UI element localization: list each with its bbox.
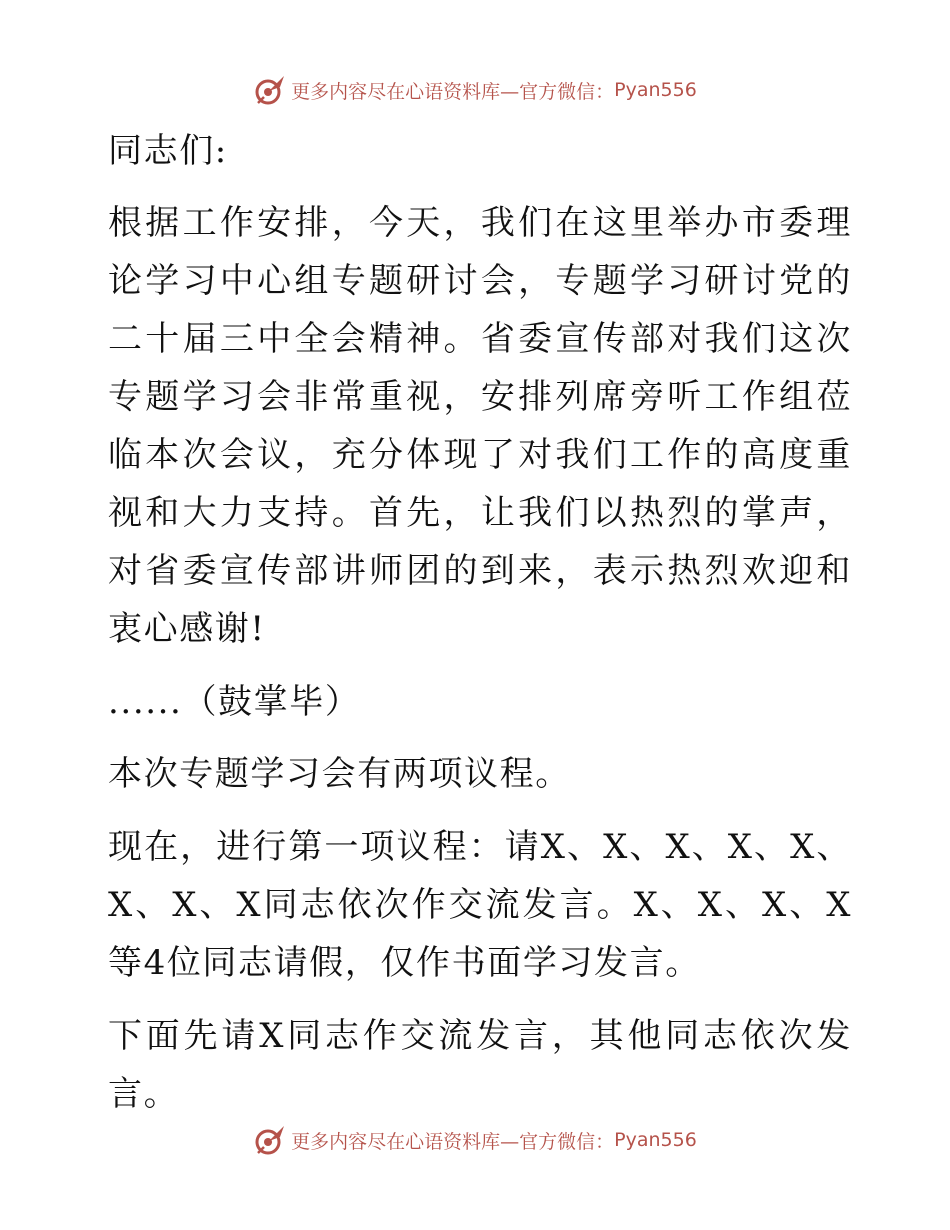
- watermark-contact: Pyan556: [614, 79, 697, 101]
- paragraph-agenda: 本次专题学习会有两项议程。: [108, 754, 571, 794]
- paragraph-first-item: 现在，进行第一项议程：请X、X、X、X、X、X、X、X同志依次作交流发言。X、X、X、X等4位同志请假，仅作书面学习发言。: [108, 827, 852, 983]
- watermark-contact: Pyan556: [614, 1129, 697, 1151]
- document-body: [96, 122, 852, 1123]
- quill-logo-icon: [253, 1123, 287, 1157]
- paragraph-intro: 根据工作安排，今天，我们在这里举办市委理论学习中心组专题研讨会，专题学习研讨党的二十届三中全会精神。省委宣传部对我们这次专题学习会非常重视，安排列席旁听工作组莅临本次会议，充分体现了对我们工作的高度重视和大力支持。首先，让我们以热烈的掌声，对省委宣传部讲师团的到来，表示热烈欢迎和衷心感谢!: [108, 203, 852, 649]
- watermark-footer: [0, 1120, 950, 1160]
- paragraph-applause: ......（鼓掌毕）: [108, 682, 361, 722]
- quill-logo-icon: [253, 73, 287, 107]
- watermark-text: 更多内容尽在心语资料库—官方微信：: [291, 1130, 615, 1153]
- paragraph-speaker: 下面先请X同志作交流发言，其他同志依次发言。: [108, 1016, 852, 1114]
- watermark-header: [0, 70, 950, 110]
- greeting: 同志们:: [108, 131, 228, 171]
- watermark-text: 更多内容尽在心语资料库—官方微信：: [291, 80, 615, 103]
